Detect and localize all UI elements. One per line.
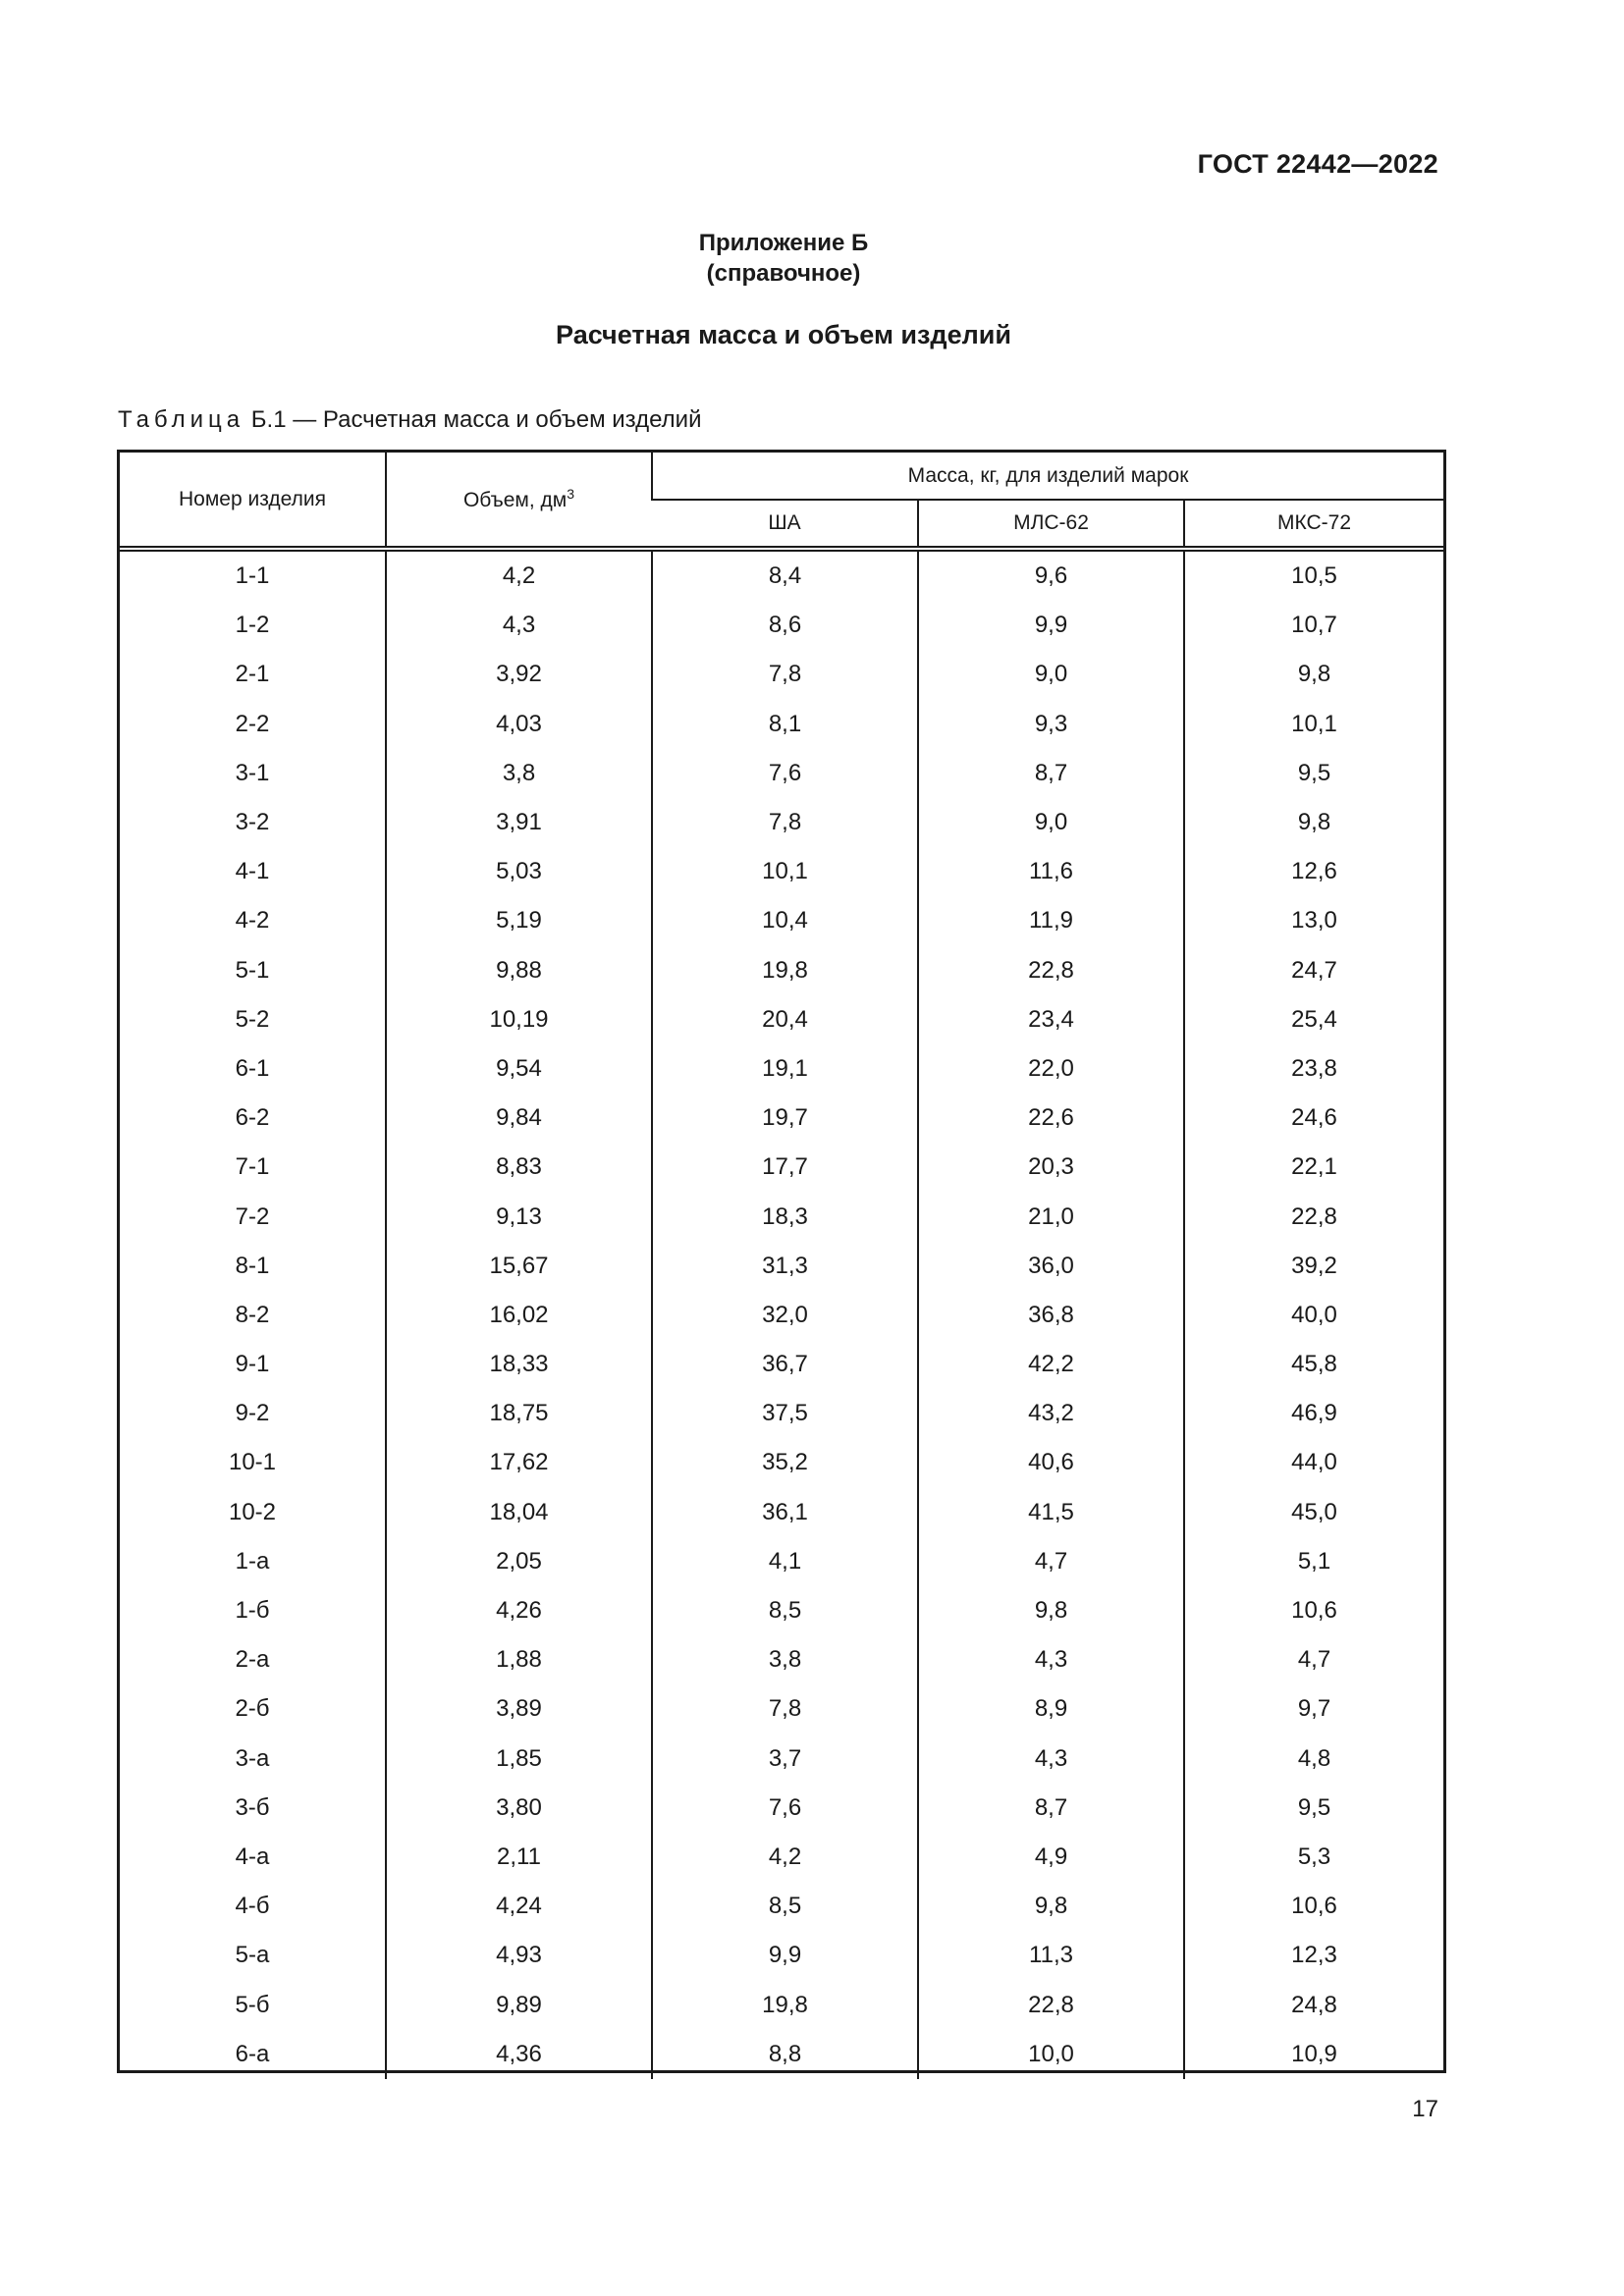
table-row (120, 1291, 1443, 1340)
table-row (120, 1833, 1443, 1882)
item-number-cell: 1-б (235, 1597, 270, 1625)
table-row (120, 946, 1443, 995)
table-row (120, 1537, 1443, 1586)
mass-mks72-cell: 24,8 (1184, 1980, 1443, 2029)
item-number-cell: 3-1 (235, 759, 270, 786)
mass-mls62-cell: 9,8 (918, 1882, 1184, 1931)
mass-mks72-cell: 5,3 (1184, 1833, 1443, 1882)
volume-cell: 5,19 (386, 896, 652, 945)
header-mass-group: Масса, кг, для изделий марок (652, 453, 1443, 500)
header-grade-mls62: МЛС-62 (918, 500, 1184, 547)
mass-mls62-cell: 11,3 (918, 1931, 1184, 1980)
item-number-cell: 8-1 (235, 1252, 270, 1279)
mass-mls62-cell: 41,5 (918, 1488, 1184, 1537)
mass-mks72-cell: 9,7 (1184, 1684, 1443, 1734)
table-row (120, 1684, 1443, 1734)
mass-sha-cell: 32,0 (652, 1291, 918, 1340)
volume-cell: 3,92 (386, 650, 652, 699)
volume-cell: 9,13 (386, 1192, 652, 1241)
volume-cell: 4,2 (386, 551, 652, 601)
item-number-cell: 6-1 (235, 1054, 270, 1082)
table-row (120, 1586, 1443, 1635)
table-row (120, 700, 1443, 749)
item-number-cell: 2-а (235, 1646, 270, 1674)
mass-mls62-cell: 4,3 (918, 1735, 1184, 1784)
mass-mls62-cell: 4,9 (918, 1833, 1184, 1882)
data-table (120, 453, 1443, 2079)
mass-sha-cell: 35,2 (652, 1438, 918, 1487)
volume-cell: 18,75 (386, 1389, 652, 1438)
mass-sha-cell: 3,7 (652, 1735, 918, 1784)
mass-mls62-cell: 9,0 (918, 798, 1184, 847)
volume-cell: 17,62 (386, 1438, 652, 1487)
item-number-cell: 1-2 (235, 612, 270, 639)
item-number-cell: 1-а (235, 1547, 270, 1575)
volume-cell: 4,03 (386, 700, 652, 749)
item-number-cell: 10-1 (228, 1449, 277, 1476)
mass-mks72-cell: 5,1 (1184, 1537, 1443, 1586)
table-caption (118, 406, 701, 434)
table-row (120, 1094, 1443, 1143)
volume-cell: 9,88 (386, 946, 652, 995)
mass-sha-cell: 8,4 (652, 551, 918, 601)
table-row (120, 1044, 1443, 1094)
mass-sha-cell: 8,6 (652, 601, 918, 650)
mass-mls62-cell: 9,8 (918, 1586, 1184, 1635)
table-row (120, 1635, 1443, 1684)
item-number-cell: 10-2 (228, 1498, 277, 1525)
mass-mks72-cell: 45,0 (1184, 1488, 1443, 1537)
mass-mls62-cell: 43,2 (918, 1389, 1184, 1438)
table-caption-text: Б.1 — Расчетная масса и объем изделий (244, 406, 702, 433)
mass-mks72-cell: 10,5 (1184, 551, 1443, 601)
mass-mls62-cell: 22,6 (918, 1094, 1184, 1143)
mass-mks72-cell: 40,0 (1184, 1291, 1443, 1340)
mass-mks72-cell: 22,8 (1184, 1192, 1443, 1241)
item-number-cell: 8-2 (235, 1301, 270, 1328)
header-volume-label: Объем, дм (462, 489, 568, 511)
volume-cell: 9,89 (386, 1980, 652, 2029)
mass-sha-cell: 19,8 (652, 1980, 918, 2029)
mass-mks72-cell: 9,5 (1184, 749, 1443, 798)
table-row (120, 551, 1443, 601)
volume-cell: 18,04 (386, 1488, 652, 1537)
item-number-cell: 3-а (235, 1744, 270, 1772)
mass-sha-cell: 19,7 (652, 1094, 918, 1143)
mass-mls62-cell: 23,4 (918, 995, 1184, 1044)
volume-cell: 10,19 (386, 995, 652, 1044)
item-number-cell: 5-а (235, 1942, 270, 1969)
appendix-subtitle: (справочное) (706, 260, 861, 287)
mass-mls62-cell: 42,2 (918, 1340, 1184, 1389)
mass-mks72-cell: 39,2 (1184, 1242, 1443, 1291)
mass-sha-cell: 10,4 (652, 896, 918, 945)
mass-sha-cell: 4,2 (652, 1833, 918, 1882)
item-number-cell: 1-1 (235, 562, 270, 590)
table-row (120, 1488, 1443, 1537)
mass-sha-cell: 4,1 (652, 1537, 918, 1586)
mass-mks72-cell: 12,6 (1184, 847, 1443, 896)
appendix-heading (0, 228, 1567, 289)
mass-mls62-cell: 8,9 (918, 1684, 1184, 1734)
mass-mks72-cell: 4,8 (1184, 1735, 1443, 1784)
mass-sha-cell: 7,8 (652, 650, 918, 699)
mass-sha-cell: 7,6 (652, 749, 918, 798)
mass-mks72-cell: 10,6 (1184, 1586, 1443, 1635)
mass-mls62-cell: 22,8 (918, 1980, 1184, 2029)
table-caption-label: Таблица (118, 406, 245, 433)
volume-cell: 3,80 (386, 1784, 652, 1833)
table-row (120, 896, 1443, 945)
mass-mks72-cell: 13,0 (1184, 896, 1443, 945)
mass-mks72-cell: 10,7 (1184, 601, 1443, 650)
mass-sha-cell: 8,5 (652, 1882, 918, 1931)
mass-sha-cell: 8,1 (652, 700, 918, 749)
item-number-cell: 2-2 (235, 710, 270, 737)
mass-mls62-cell: 20,3 (918, 1143, 1184, 1192)
table-row (120, 1242, 1443, 1291)
mass-mls62-cell: 4,7 (918, 1537, 1184, 1586)
mass-sha-cell: 19,1 (652, 1044, 918, 1094)
mass-sha-cell: 18,3 (652, 1192, 918, 1241)
volume-cell: 18,33 (386, 1340, 652, 1389)
item-number-cell: 6-2 (235, 1104, 270, 1132)
mass-sha-cell: 8,8 (652, 2030, 918, 2079)
table-row (120, 1438, 1443, 1487)
volume-cell: 4,36 (386, 2030, 652, 2079)
header-item-number: Номер изделия (179, 487, 326, 510)
item-number-cell: 2-1 (235, 661, 270, 688)
mass-mls62-cell: 9,6 (918, 551, 1184, 601)
mass-mls62-cell: 11,6 (918, 847, 1184, 896)
mass-sha-cell: 8,5 (652, 1586, 918, 1635)
mass-mks72-cell: 9,8 (1184, 798, 1443, 847)
mass-mls62-cell: 4,3 (918, 1635, 1184, 1684)
volume-cell: 9,84 (386, 1094, 652, 1143)
item-number-cell: 4-2 (235, 907, 270, 934)
mass-mls62-cell: 22,0 (918, 1044, 1184, 1094)
volume-cell: 2,05 (386, 1537, 652, 1586)
mass-sha-cell: 3,8 (652, 1635, 918, 1684)
mass-sha-cell: 19,8 (652, 946, 918, 995)
mass-mks72-cell: 10,9 (1184, 2030, 1443, 2079)
table-row (120, 1784, 1443, 1833)
table-row (120, 1192, 1443, 1241)
mass-mks72-cell: 4,7 (1184, 1635, 1443, 1684)
mass-mks72-cell: 10,6 (1184, 1882, 1443, 1931)
mass-mls62-cell: 40,6 (918, 1438, 1184, 1487)
volume-cell: 3,89 (386, 1684, 652, 1734)
table-row (120, 650, 1443, 699)
mass-mks72-cell: 24,7 (1184, 946, 1443, 995)
mass-mks72-cell: 12,3 (1184, 1931, 1443, 1980)
data-table-frame (117, 450, 1446, 2073)
header-grade-sha: ША (768, 511, 801, 534)
mass-sha-cell: 31,3 (652, 1242, 918, 1291)
volume-cell: 2,11 (386, 1833, 652, 1882)
volume-cell: 15,67 (386, 1242, 652, 1291)
volume-cell: 3,91 (386, 798, 652, 847)
mass-mks72-cell: 45,8 (1184, 1340, 1443, 1389)
mass-mls62-cell: 8,7 (918, 749, 1184, 798)
mass-mls62-cell: 10,0 (918, 2030, 1184, 2079)
table-row (120, 847, 1443, 896)
mass-mls62-cell: 36,8 (918, 1291, 1184, 1340)
item-number-cell: 5-2 (235, 1005, 270, 1033)
table-row (120, 995, 1443, 1044)
table-row (120, 1980, 1443, 2029)
table-body (120, 551, 1443, 2079)
table-row (120, 601, 1443, 650)
mass-sha-cell: 7,8 (652, 1684, 918, 1734)
mass-mks72-cell: 9,5 (1184, 1784, 1443, 1833)
item-number-cell: 3-2 (235, 809, 270, 836)
header-grade-mks72: МКС-72 (1184, 500, 1443, 547)
volume-cell: 4,93 (386, 1931, 652, 1980)
volume-cell: 3,8 (386, 749, 652, 798)
volume-cell: 5,03 (386, 847, 652, 896)
table-row (120, 1931, 1443, 1980)
volume-cell: 1,88 (386, 1635, 652, 1684)
table-row (120, 1389, 1443, 1438)
mass-mls62-cell: 9,0 (918, 650, 1184, 699)
mass-sha-cell: 9,9 (652, 1931, 918, 1980)
mass-mks72-cell: 10,1 (1184, 700, 1443, 749)
item-number-cell: 6-а (235, 2040, 270, 2067)
item-number-cell: 9-2 (235, 1400, 270, 1427)
mass-sha-cell: 7,8 (652, 798, 918, 847)
document-code: ГОСТ 22442—2022 (1197, 149, 1438, 179)
mass-sha-cell: 37,5 (652, 1389, 918, 1438)
mass-mks72-cell: 25,4 (1184, 995, 1443, 1044)
item-number-cell: 5-б (235, 1991, 270, 2018)
item-number-cell: 4-б (235, 1893, 270, 1920)
mass-mks72-cell: 23,8 (1184, 1044, 1443, 1094)
appendix-title: Приложение Б (698, 230, 869, 256)
mass-mks72-cell: 46,9 (1184, 1389, 1443, 1438)
item-number-cell: 4-а (235, 1842, 270, 1870)
mass-mks72-cell: 9,8 (1184, 650, 1443, 699)
mass-mls62-cell: 22,8 (918, 946, 1184, 995)
volume-cell: 4,3 (386, 601, 652, 650)
mass-sha-cell: 36,1 (652, 1488, 918, 1537)
mass-sha-cell: 7,6 (652, 1784, 918, 1833)
mass-sha-cell: 10,1 (652, 847, 918, 896)
item-number-cell: 3-б (235, 1793, 270, 1821)
mass-mls62-cell: 9,9 (918, 601, 1184, 650)
table-row (120, 1882, 1443, 1931)
table-row (120, 1340, 1443, 1389)
mass-mls62-cell: 8,7 (918, 1784, 1184, 1833)
item-number-cell: 7-2 (235, 1202, 270, 1230)
mass-mks72-cell: 44,0 (1184, 1438, 1443, 1487)
mass-mls62-cell: 36,0 (918, 1242, 1184, 1291)
mass-mks72-cell: 22,1 (1184, 1143, 1443, 1192)
mass-sha-cell: 17,7 (652, 1143, 918, 1192)
header-volume (386, 453, 652, 547)
table-row (120, 798, 1443, 847)
mass-sha-cell: 36,7 (652, 1340, 918, 1389)
header-volume-exponent: 3 (567, 486, 575, 502)
volume-cell: 16,02 (386, 1291, 652, 1340)
item-number-cell: 7-1 (235, 1153, 270, 1181)
item-number-cell: 4-1 (235, 858, 270, 885)
item-number-cell: 5-1 (235, 956, 270, 984)
volume-cell: 9,54 (386, 1044, 652, 1094)
mass-mks72-cell: 24,6 (1184, 1094, 1443, 1143)
volume-cell: 1,85 (386, 1735, 652, 1784)
page-number: 17 (1412, 2096, 1438, 2122)
mass-mls62-cell: 11,9 (918, 896, 1184, 945)
table-row (120, 1143, 1443, 1192)
volume-cell: 4,26 (386, 1586, 652, 1635)
volume-cell: 8,83 (386, 1143, 652, 1192)
table-row (120, 2030, 1443, 2079)
section-title: Расчетная масса и объем изделий (556, 320, 1011, 349)
mass-mls62-cell: 21,0 (918, 1192, 1184, 1241)
volume-cell: 4,24 (386, 1882, 652, 1931)
mass-sha-cell: 20,4 (652, 995, 918, 1044)
table-row (120, 1735, 1443, 1784)
table-row (120, 749, 1443, 798)
item-number-cell: 9-1 (235, 1351, 270, 1378)
item-number-cell: 2-б (235, 1695, 270, 1723)
mass-mls62-cell: 9,3 (918, 700, 1184, 749)
